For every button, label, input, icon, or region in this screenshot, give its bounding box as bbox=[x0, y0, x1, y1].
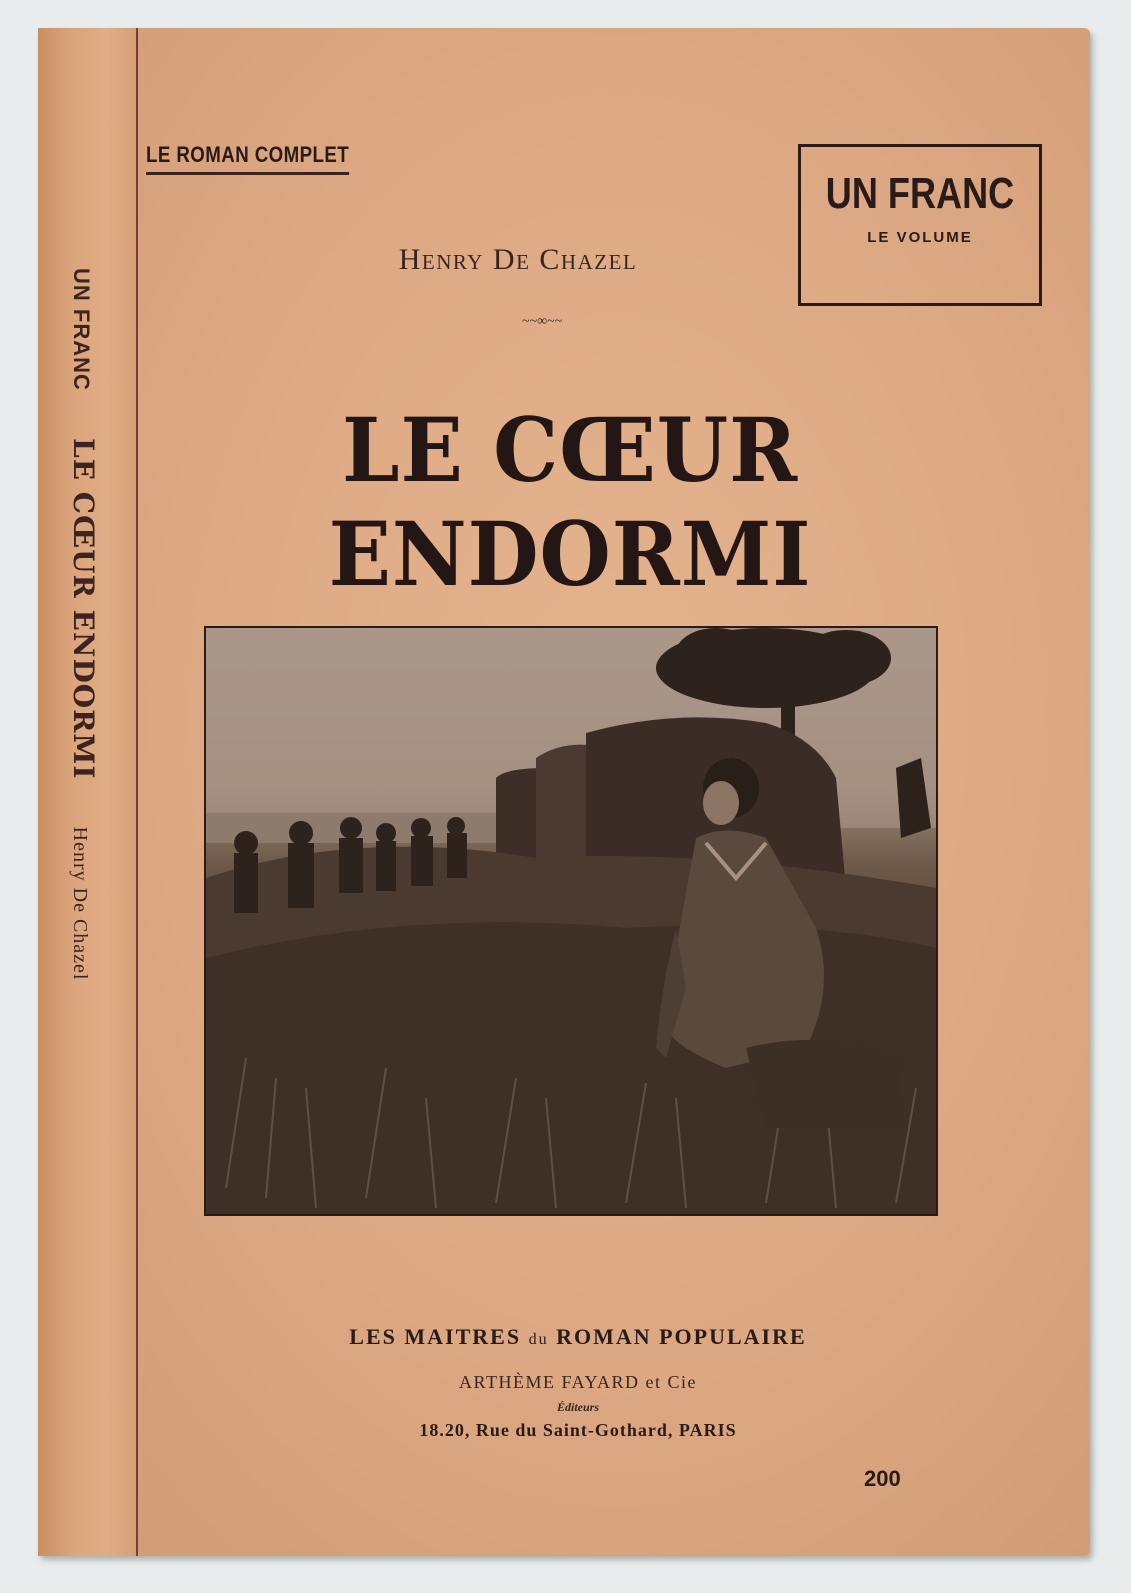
book-spine bbox=[38, 28, 138, 1556]
book-cover bbox=[38, 28, 1090, 1556]
price-main: UN FRANC bbox=[825, 169, 1015, 218]
publisher-part2: ROMAN POPULAIRE bbox=[556, 1324, 807, 1349]
spine-text bbox=[67, 268, 100, 1020]
publisher-du: du bbox=[528, 1331, 549, 1348]
publisher-series bbox=[188, 1324, 968, 1350]
issue-number: 200 bbox=[864, 1466, 901, 1491]
spine-price: UN FRANC bbox=[69, 268, 94, 391]
price-sub: LE VOLUME bbox=[867, 229, 973, 246]
publisher-name: ARTHÈME FAYARD et Cie bbox=[459, 1372, 697, 1392]
spine-title: LE CŒUR ENDORMI bbox=[67, 438, 100, 780]
ornament-divider: ~~∞~~ bbox=[522, 314, 563, 329]
author-name: Henry De Chazel bbox=[398, 243, 638, 276]
illustration-drawing bbox=[206, 628, 936, 1214]
book-title: LE CŒUR ENDORMI bbox=[328, 398, 812, 606]
publisher-part1: LES MAITRES bbox=[349, 1324, 522, 1349]
spine-author: Henry De Chazel bbox=[69, 826, 91, 981]
publisher-address: 18.20, Rue du Saint-Gothard, PARIS bbox=[419, 1420, 737, 1440]
cover-illustration bbox=[204, 626, 938, 1216]
editeurs-label: Éditeurs bbox=[556, 1400, 599, 1414]
price-box bbox=[798, 144, 1042, 306]
series-label: LE ROMAN COMPLET bbox=[146, 142, 349, 175]
